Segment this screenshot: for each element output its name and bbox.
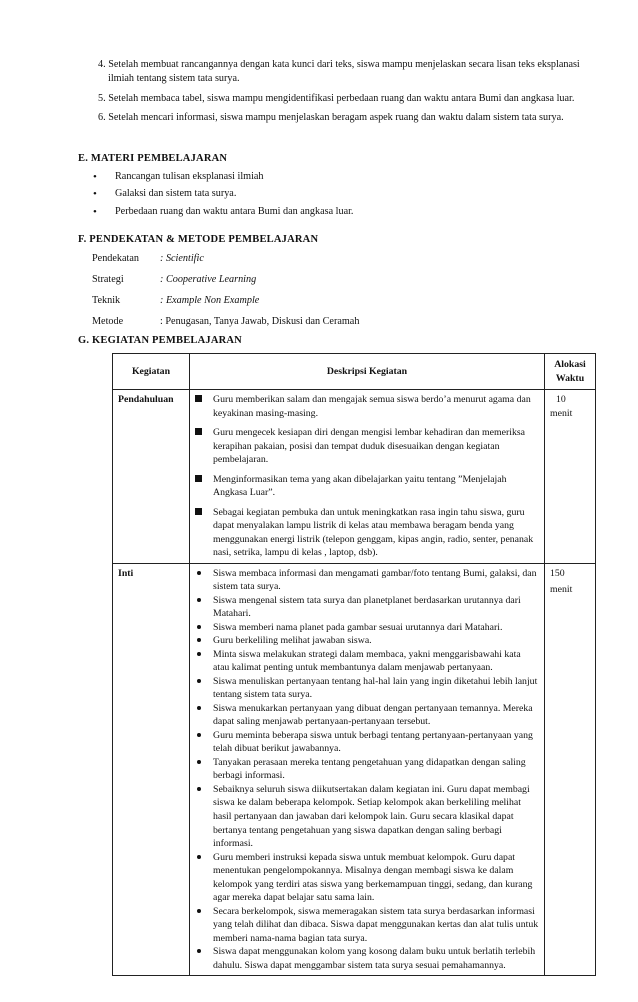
- list-item: Menginformasikan tema yang akan dibelajarkan yaitu tentang ”Menjelajah Angkasa Luar”.: [195, 473, 539, 500]
- list-item: Siswa menukarkan pertanyaan yang dibuat dengan pertanyaan temannya. Mereka dapat saling menjawab pertanyaan-pertanyaan tersebut.: [195, 702, 539, 729]
- time-cell: 10 menit: [545, 390, 596, 564]
- bullet-icon: [197, 679, 201, 683]
- time-cell: 150 menit: [545, 563, 596, 975]
- section-e-heading: E. MATERI PEMBELAJARAN: [78, 153, 228, 164]
- section-g-heading: G. KEGIATAN PEMBELAJARAN: [78, 335, 242, 346]
- square-bullet-icon: [195, 428, 202, 435]
- table-row: [113, 563, 596, 975]
- list-item: Siswa dapat menggunakan kolom yang kosong dalam buku untuk berlatih terlebih dahulu. Siswa dapat menggambar sistem tata surya sesuai pemahamannya.: [195, 945, 539, 972]
- objective-item: 5. Setelah membaca tabel, siswa mampu mengidentifikasi perbedaan ruang dan waktu antara Bumi dan angkasa luar.: [98, 92, 575, 104]
- objective-item: 6. Setelah mencari informasi, siswa mampu menjelaskan beragam aspek ruang dan waktu dalam sistem tata surya.: [98, 112, 564, 124]
- list-item: Guru berkeliling melihat jawaban siswa.: [195, 634, 539, 648]
- bullet-icon: [197, 625, 201, 629]
- technique-row: Teknik : Example Non Example: [92, 295, 260, 306]
- square-bullet-icon: [195, 475, 202, 482]
- bullet-icon: •: [93, 205, 97, 218]
- bullet-icon: [197, 571, 201, 575]
- bullet-icon: [197, 949, 201, 953]
- row-label-inti: Inti: [113, 563, 190, 975]
- bullet-icon: [197, 706, 201, 710]
- objective-item: 4. Setelah membuat rancangannya dengan kata kunci dari teks, siswa mampu menjelaskan secara lisan teks eksplanasi ilmiah tentang sistem tata surya.: [98, 59, 580, 85]
- table-row: [113, 390, 596, 564]
- row-label-pendahuluan: Pendahuluan: [113, 390, 190, 564]
- bullet-icon: [197, 598, 201, 602]
- bullet-icon: [197, 909, 201, 913]
- list-item: Siswa memberi nama planet pada gambar sesuai urutannya dari Matahari.: [195, 621, 539, 635]
- list-item: Sebaiknya seluruh siswa diikutsertakan dalam kegiatan ini. Guru dapat membagi siswa ke dalam beberapa kelompok. Setiap kelompok akan berkeliling melihat hasil pertanyaan dan jawaban dari kelompok lain. Guru secara klasikal dapat bertanya tentang pengetahuan yang siswa dapatkan dengan saling berbagi informasi.: [195, 783, 539, 851]
- description-cell: [190, 563, 545, 975]
- header-alokasi: Alokasi Waktu: [545, 354, 596, 390]
- list-item: Guru meminta beberapa siswa untuk berbagi tentang pertanyaan-pertanyaan yang telah dibuat berikut jawabannya.: [195, 729, 539, 756]
- header-kegiatan: Kegiatan: [113, 354, 190, 390]
- list-item: Guru memberi instruksi kepada siswa untuk membuat kelompok. Guru dapat menentukan pengelompokannya. Misalnya dengan membagi siswa ke dalam kelompok yang terdiri atas siswa yang berkemampuan tinggi, sedang, dan kurang agar mereka dapat belajar satu sama lain.: [195, 851, 539, 905]
- method-row: Metode : Penugasan, Tanya Jawab, Diskusi dan Ceramah: [92, 316, 360, 327]
- header-deskripsi: Deskripsi Kegiatan: [190, 354, 545, 390]
- list-item: • Rancangan tulisan eksplanasi ilmiah: [93, 170, 573, 184]
- square-bullet-icon: [195, 395, 202, 402]
- list-item: Siswa membaca informasi dan mengamati gambar/foto tentang Bumi, galaksi, dan sistem tata surya.: [195, 567, 539, 594]
- description-cell: [190, 390, 545, 564]
- bullet-icon: [197, 733, 201, 737]
- bullet-icon: [197, 652, 201, 656]
- list-item: Tanyakan perasaan mereka tentang pengetahuan yang didapatkan dengan saling berbagi informasi.: [195, 756, 539, 783]
- list-item: Guru memberikan salam dan mengajak semua siswa berdo’a menurut agama dan keyakinan masing-masing.: [195, 393, 539, 420]
- objectives-list: [88, 58, 608, 131]
- bullet-icon: [197, 760, 201, 764]
- bullet-icon: [197, 638, 201, 642]
- list-item: • Galaksi dan sistem tata surya.: [93, 187, 573, 201]
- section-f-heading: F. PENDEKATAN & METODE PEMBELAJARAN: [78, 234, 319, 245]
- bullet-icon: [197, 787, 201, 791]
- activities-table: [112, 353, 596, 976]
- list-item: • Perbedaan ruang dan waktu antara Bumi dan angkasa luar.: [93, 205, 573, 219]
- strategy-row: Strategi : Cooperative Learning: [92, 274, 257, 285]
- bullet-icon: •: [93, 171, 97, 183]
- list-item: Siswa menuliskan pertanyaan tentang hal-hal lain yang ingin diketahui lebih lanjut tentang sistem tata surya.: [195, 675, 539, 702]
- materi-list: [93, 170, 573, 222]
- approach-table: [92, 252, 572, 336]
- list-item: Minta siswa melakukan strategi dalam membaca, yakni menggarisbawahi kata atau kalimat penting untuk membantunya dalam menjawab pertanyaan.: [195, 648, 539, 675]
- list-item: Secara berkelompok, siswa memeragakan sistem tata surya berdasarkan informasi yang telah dilihat dan dibaca. Siswa dapat menggunakan kertas dan alat tulis untuk memberi nama-nama bagian tata surya.: [195, 905, 539, 946]
- bullet-icon: •: [93, 188, 97, 201]
- list-item: Guru mengecek kesiapan diri dengan mengisi lembar kehadiran dan memeriksa kerapihan pakaian, posisi dan tempat duduk disesuaikan dengan kegiatan pembelajaran.: [195, 426, 539, 467]
- list-item: Siswa mengenal sistem tata surya dan planetplanet berdasarkan urutannya dari Matahari.: [195, 594, 539, 621]
- square-bullet-icon: [195, 508, 202, 515]
- list-item: Sebagai kegiatan pembuka dan untuk meningkatkan rasa ingin tahu siswa, guru dapat menyalakan lampu listrik di kelas atau membawa beragam benda yang menggunakan energi listrik (telepon genggam, kipas angin, radio, senter, penanak nasi, setrika, lampu di kelas , laptop, dsb).: [195, 506, 539, 560]
- approach-row: Pendekatan : Scientific: [92, 253, 204, 264]
- bullet-icon: [197, 855, 201, 859]
- table-header-row: [113, 354, 596, 390]
